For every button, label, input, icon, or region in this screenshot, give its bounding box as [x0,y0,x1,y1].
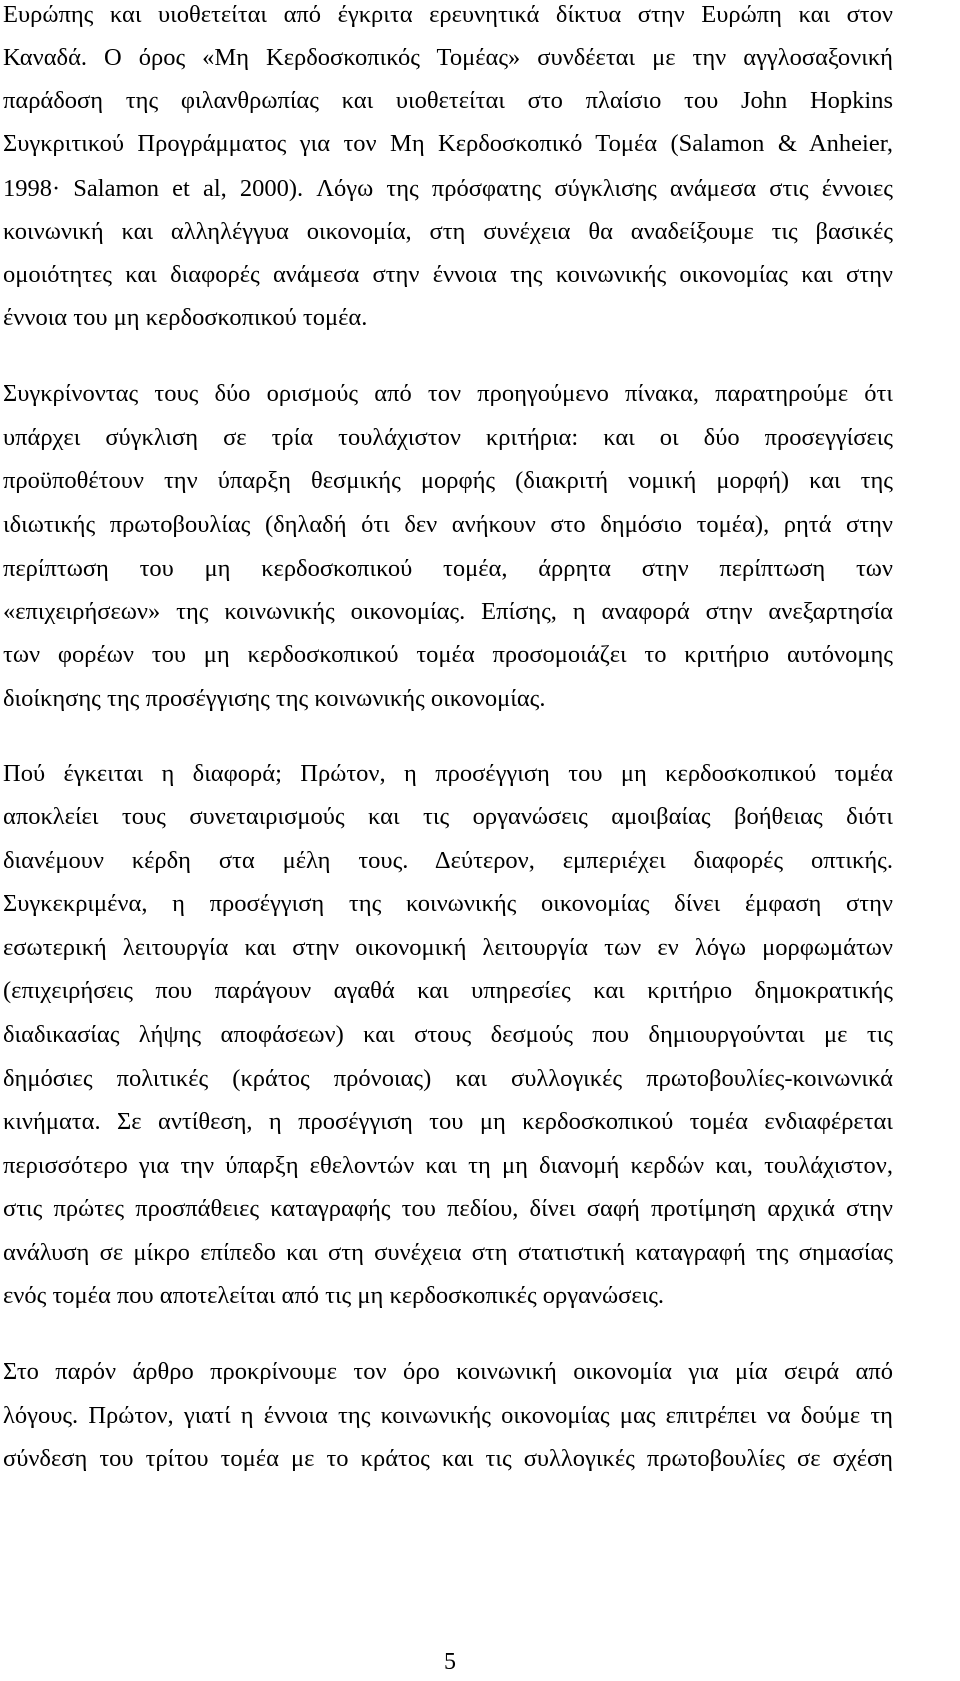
text-line: εσωτερική λειτουργία και στην οικονομική λειτουργία των εν λόγω μορφωμάτων [3,934,893,961]
text-line: Καναδά. Ο όρος «Μη Κερδοσκοπικός Τομέας» συνδέεται με την αγγλοσαξονική [3,44,893,71]
text-line: υπάρχει σύγκλιση σε τρία τουλάχιστον κριτήρια: και οι δύο προσεγγίσεις [3,424,893,451]
text-line: περισσότερο για την ύπαρξη εθελοντών και τη μη διανομή κερδών και, τουλάχιστον, [3,1152,893,1179]
text-line: περίπτωση του μη κερδοσκοπικού τομέα, άρρητα στην περίπτωση των [3,555,893,582]
text-line: ομοιότητες και διαφορές ανάμεσα στην έννοια της κοινωνικής οικονομίας και στην [3,261,893,288]
text-line: Ευρώπης και υιοθετείται από έγκριτα ερευνητικά δίκτυα στην Ευρώπη και στον [3,1,893,28]
text-line: ενός τομέα που αποτελείται από τις μη κερδοσκοπικές οργανώσεις. [3,1282,665,1309]
text-line: κοινωνική και αλληλέγγυα οικονομία, στη συνέχεια θα αναδείξουμε τις βασικές [3,218,893,245]
text-line: προϋποθέτουν την ύπαρξη θεσμικής μορφής (διακριτή νομική μορφή) και της [3,467,893,494]
text-line: δημόσιες πολιτικές (κράτος πρόνοιας) και συλλογικές πρωτοβουλίες-κοινωνικά [3,1065,893,1092]
text-line: διοίκησης της προσέγγισης της κοινωνικής οικονομίας. [3,685,546,712]
text-line: διαδικασίας λήψης αποφάσεων) και στους δεσμούς που δημιουργούνται με τις [3,1021,893,1048]
text-line: λόγους. Πρώτον, γιατί η έννοια της κοινωνικής οικονομίας μας επιτρέπει να δούμε τη [3,1402,893,1429]
text-line: αποκλείει τους συνεταιρισμούς και τις οργανώσεις αμοιβαίας βοήθειας διότι [3,803,893,830]
text-line: «επιχειρήσεων» της κοινωνικής οικονομίας. Επίσης, η αναφορά στην ανεξαρτησία [3,598,893,625]
text-line: 1998· Salamon et al, 2000). Λόγω της πρόσφατης σύγκλισης ανάμεσα στις έννοιες [3,175,893,202]
text-line: ανάλυση σε μίκρο επίπεδο και στη συνέχεια στη στατιστική καταγραφή της σημασίας [3,1239,893,1266]
text-line: (επιχειρήσεις που παράγουν αγαθά και υπηρεσίες και κριτήριο δημοκρατικής [3,977,893,1004]
text-line: έννοια του μη κερδοσκοπικού τομέα. [3,304,368,331]
text-line: ιδιωτικής πρωτοβουλίας (δηλαδή ότι δεν ανήκουν στο δημόσιο τομέα), ρητά στην [3,511,893,538]
text-line: Πού έγκειται η διαφορά; Πρώτον, η προσέγγιση του μη κερδοσκοπικού τομέα [3,760,893,787]
text-line: των φορέων του μη κερδοσκοπικού τομέα προσομοιάζει το κριτήριο αυτόνομης [3,641,893,668]
text-line: Στο παρόν άρθρο προκρίνουμε τον όρο κοινωνική οικονομία για μία σειρά από [3,1358,893,1385]
text-line: κινήματα. Σε αντίθεση, η προσέγγιση του μη κερδοσκοπικού τομέα ενδιαφέρεται [3,1108,893,1135]
page-number: 5 [444,1649,456,1675]
text-line: Συγκρίνοντας τους δύο ορισμούς από τον προηγούμενο πίνακα, παρατηρούμε ότι [3,380,893,407]
text-line: στις πρώτες προσπάθειες καταγραφής του πεδίου, δίνει σαφή προτίμηση αρχικά στην [3,1195,893,1222]
text-line: διανέμουν κέρδη στα μέλη τους. Δεύτερον, εμπεριέχει διαφορές οπτικής. [3,847,893,874]
text-line: σύνδεση του τρίτου τομέα με το κράτος και τις συλλογικές πρωτοβουλίες σε σχέση [3,1445,893,1472]
text-line: Συγκριτικού Προγράμματος για τον Μη Κερδοσκοπικό Τομέα (Salamon & Anheier, [3,130,893,157]
text-line: Συγκεκριμένα, η προσέγγιση της κοινωνικής οικονομίας δίνει έμφαση στην [3,890,893,917]
text-line: παράδοση της φιλανθρωπίας και υιοθετείται στο πλαίσιο του John Hopkins [3,87,893,114]
